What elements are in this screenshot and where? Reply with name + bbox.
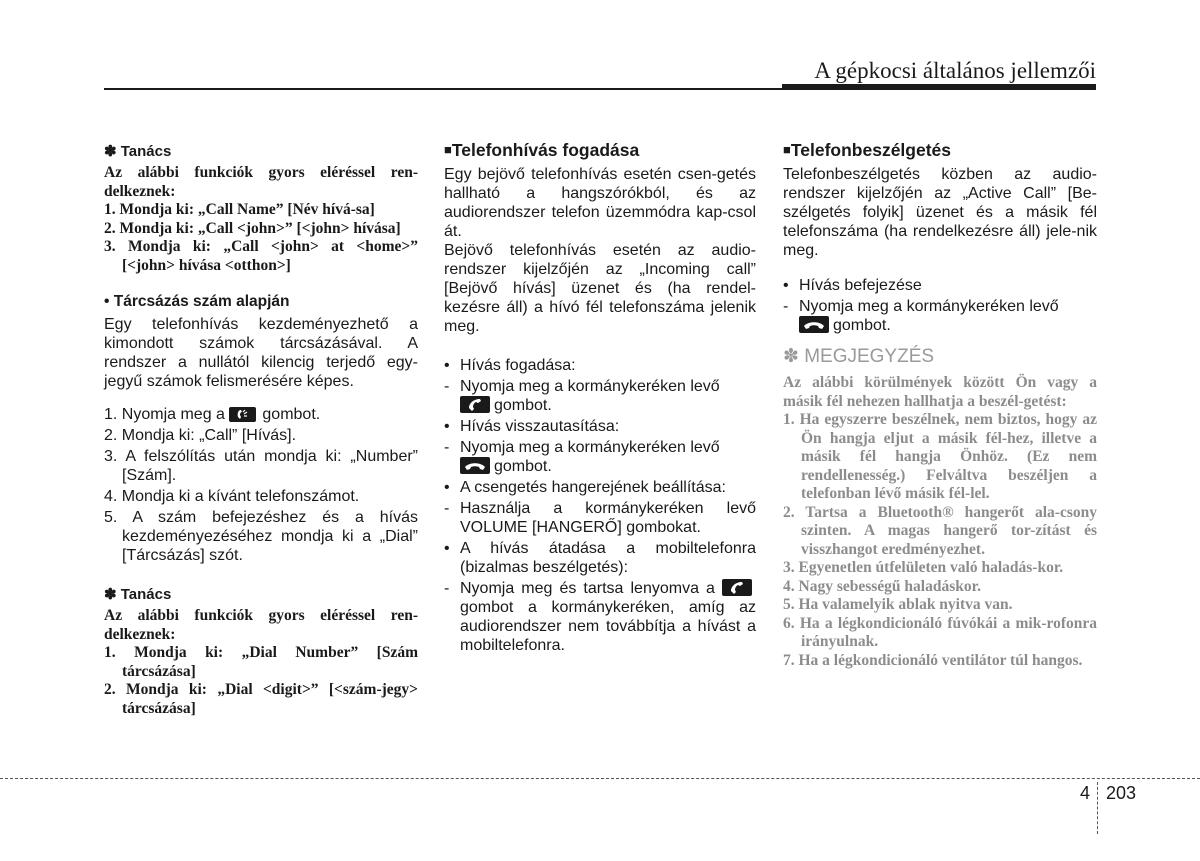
instruction-list [444, 356, 756, 655]
list-item: - Használja a kormánykeréken levő VOLUME [HANGERŐ] gombokat. [444, 500, 756, 536]
footer-vertical-dashed-rule [1097, 782, 1098, 834]
list-item: 1. Mondja ki: „Call Name” [Név hívá-sa] [104, 201, 375, 218]
note-heading: ✽ MEGJEGYZÉS [783, 346, 935, 367]
note-intro: Az alábbi körülmények között Ön vagy a másik fél nehezen hallhatja a beszél-getést: [783, 374, 1097, 410]
paragraph: Egy bejövő telefonhívás esetén csen-getés hallható a hangszórókból, és az audiorendszer telefon üzemmódra kap-csol át. [444, 166, 756, 240]
paragraph: Bejövő telefonhívás esetén az audio-rendszer kijelzőjén az „Incoming call” [Bejövő hívás] üzenet és (ha rendel-kezésre áll) a hívó fél telefonszáma jelenik meg. [444, 242, 756, 335]
list-item: • Hívás fogadása: [444, 357, 576, 374]
section-heading: ■Telefonbeszélgetés [783, 140, 951, 160]
column-left [104, 140, 418, 718]
note-list [783, 411, 1097, 670]
list-item: 1. Nyomja meg a gombot. [104, 406, 321, 423]
tip-heading: ✽ Tanács [104, 586, 172, 603]
tip-list [104, 644, 418, 718]
list-item: • A hívás átadása a mobiltelefonra (bizalmas beszélgetés): [444, 540, 756, 576]
list-item: - Nyomja meg a kormánykeréken levő gombot. [444, 439, 720, 475]
list-item: 1. Mondja ki: „Dial Number” [Szám tárcsázása] [104, 644, 418, 680]
list-item: 5. A szám befejezéshez és a hívás kezdeményezéséhez mondja ki a „Dial” [Tárcsázás] szót. [104, 509, 418, 564]
footer-dashed-rule [0, 778, 1200, 779]
list-item: 2. Mondja ki: „Dial <digit>” [<szám-jegy> tárcsázása] [104, 681, 418, 717]
page-header-title: A gépkocsi általános jellemzői [814, 58, 1096, 83]
tip-intro: Az alábbi funkciók gyors eléréssel ren-delkeznek: [104, 164, 418, 200]
list-item: 4. Mondja ki a kívánt telefonszámot. [104, 488, 360, 505]
list-item: 1. Ha egyszerre beszélnek, nem biztos, hogy az Ön hangja eljut a másik fél-hez, illetve a másik fél hangja Önhöz. (Ez nem rendellenesség.) Felváltva beszéljen a telefonban lévő másik fél-lel. [783, 411, 1097, 502]
list-item: 3. Mondja ki: „Call <john> at <home>” [<john> hívása <otthon>] [104, 238, 418, 274]
list-item: • A csengetés hangerejének beállítása: [444, 479, 726, 496]
tip-list [104, 201, 418, 275]
list-item: 3. A felszólítás után mondja ki: „Number” [Szám]. [104, 448, 418, 484]
instruction-list [783, 276, 1097, 335]
column-right [783, 140, 1097, 670]
header-rule-thick [782, 84, 1096, 90]
voice-button-icon [229, 407, 256, 422]
chapter-number: 4 [1080, 783, 1091, 803]
call-answer-button-icon [722, 579, 752, 596]
list-item: 2. Mondja ki: „Call <john>” [<john> hívása] [104, 219, 401, 237]
tip-intro: Az alábbi funkciók gyors eléréssel ren-delkeznek: [104, 607, 418, 643]
list-item: 3. Egyenetlen útfelületen való haladás-kor. [783, 559, 1064, 576]
column-middle [444, 140, 756, 657]
call-end-button-icon [799, 316, 829, 333]
dial-steps [104, 405, 418, 565]
list-item: 2. Mondja ki: „Call” [Hívás]. [104, 427, 297, 444]
list-item: 4. Nagy sebességű haladáskor. [783, 577, 981, 595]
list-item: 2. Tartsa a Bluetooth® hangerőt ala-csony szinten. A magas hangerő tor-zítást és visszhangot eredményezhet. [783, 503, 1097, 558]
list-item: 5. Ha valamelyik ablak nyitva van. [783, 596, 1013, 613]
dial-section-heading: • Tárcsázás szám alapján [104, 293, 290, 310]
note-block [783, 374, 1097, 670]
dial-paragraph: Egy telefonhívás kezdeményezhető a kimondott számok tárcsázásával. A rendszer a nullától kilencig terjedő egy-jegyű számok felismerésére képes. [104, 316, 418, 390]
page-number: 203 [1106, 783, 1137, 803]
section-heading: ■Telefonhívás fogadása [444, 140, 640, 160]
list-item: • Hívás visszautasítása: [444, 418, 620, 435]
list-item: - Nyomja meg és tartsa lenyomva a gombot a kormánykeréken, amíg az audiorendszer nem továbbítja a hívást a mobiltelefonra. [444, 580, 756, 654]
list-item: 7. Ha a légkondicionáló ventilátor túl hangos. [783, 651, 1083, 669]
paragraph: Telefonbeszélgetés közben az audio-rendszer kijelzőjén az „Active Call” [Be-szélgetés folyik] üzenet és a másik fél telefonszáma (ha rendelkezésre áll) jele-nik meg. [783, 166, 1097, 259]
list-item: - Nyomja meg a kormánykeréken levő gombot. [444, 378, 720, 414]
call-end-button-icon [460, 457, 490, 474]
call-answer-button-icon [460, 396, 490, 413]
header-rule-thin [104, 88, 784, 90]
list-item: 6. Ha a légkondicionáló fúvókái a mik-rofonra irányulnak. [783, 614, 1097, 650]
list-item: - Nyomja meg a kormánykeréken levő gombot. [783, 298, 1059, 334]
tip-heading: ✽ Tanács [104, 143, 172, 160]
list-item: • Hívás befejezése [783, 277, 922, 294]
